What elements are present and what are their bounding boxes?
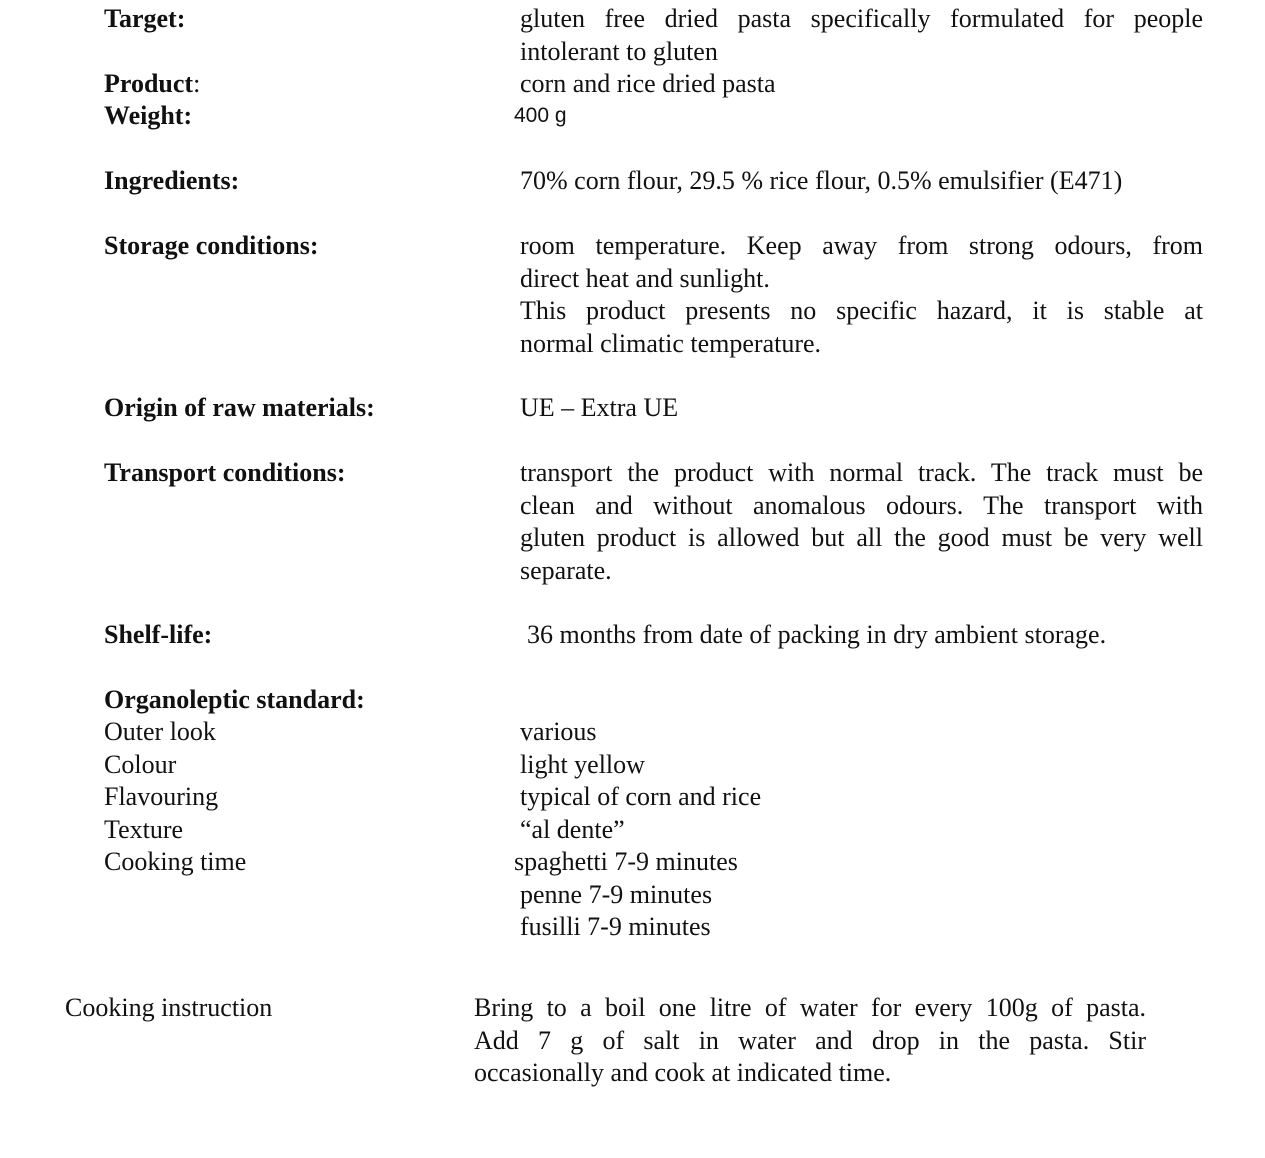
product-value: corn and rice dried pasta — [520, 69, 776, 98]
flavouring-value: typical of corn and rice — [520, 782, 762, 811]
transport-line-2: clean and without anomalous odours. The transport with — [520, 490, 1203, 520]
colour-label: Colour — [104, 750, 177, 779]
transport-line-1: transport the product with normal track. The track must be — [520, 458, 1203, 487]
cooking-instruction-label: Cooking instruction — [65, 993, 273, 1022]
weight-label: Weight: — [104, 101, 193, 130]
target-line-1: gluten free dried pasta specifically formulated for people — [520, 4, 1203, 33]
texture-value: “al dente” — [520, 815, 625, 844]
shelf-life-label: Shelf-life: — [104, 620, 213, 649]
cooking-instruction-line-1: Bring to a boil one litre of water for every 100g of pasta. — [474, 993, 1146, 1022]
product-label-text: Product — [104, 69, 194, 98]
cooking-instruction-line-2: Add 7 g of salt in water and drop in the pasta. Stir — [474, 1025, 1146, 1055]
cooking-time-penne: penne 7-9 minutes — [520, 880, 713, 909]
cooking-instruction-value — [474, 992, 1146, 1090]
ingredients-value: 70% corn flour, 29.5 % rice flour, 0.5% emulsifier (E471) — [520, 166, 1123, 195]
transport-line-3: gluten product is allowed but all the good must be very well — [520, 523, 1203, 552]
origin-value: UE – Extra UE — [520, 393, 679, 422]
transport-label: Transport conditions: — [104, 458, 346, 487]
cooking-time-spaghetti: spaghetti 7-9 minutes — [514, 847, 738, 876]
weight-value: 400 g — [514, 104, 567, 127]
target-line-2: intolerant to gluten — [520, 36, 718, 66]
outer-look-label: Outer look — [104, 717, 216, 746]
storage-line-2: direct heat and sunlight. — [520, 263, 770, 293]
shelf-life-value: 36 months from date of packing in dry ambient storage. — [527, 620, 1107, 649]
storage-line-3: This product presents no specific hazard, it is stable at — [520, 296, 1203, 325]
ingredients-label: Ingredients: — [104, 166, 240, 195]
texture-label: Texture — [104, 815, 184, 844]
product-label — [104, 68, 504, 101]
cooking-time-label: Cooking time — [104, 847, 247, 876]
storage-line-4: normal climatic temperature. — [520, 328, 822, 358]
organoleptic-heading: Organoleptic standard: — [104, 685, 365, 714]
cooking-instruction-line-3: occasionally and cook at indicated time. — [474, 1058, 892, 1087]
target-label: Target: — [104, 4, 186, 33]
outer-look-value: various — [520, 717, 597, 746]
transport-value — [520, 457, 1203, 587]
flavouring-label: Flavouring — [104, 782, 219, 811]
target-value — [520, 3, 1203, 68]
storage-value — [520, 230, 1203, 360]
storage-label: Storage conditions: — [104, 231, 319, 260]
origin-label: Origin of raw materials: — [104, 393, 375, 422]
cooking-time-fusilli: fusilli 7-9 minutes — [520, 912, 711, 941]
product-label-colon: : — [193, 69, 201, 98]
storage-line-1: room temperature. Keep away from strong odours, from — [520, 231, 1203, 260]
transport-line-4: separate. — [520, 555, 612, 585]
colour-value: light yellow — [520, 750, 645, 779]
